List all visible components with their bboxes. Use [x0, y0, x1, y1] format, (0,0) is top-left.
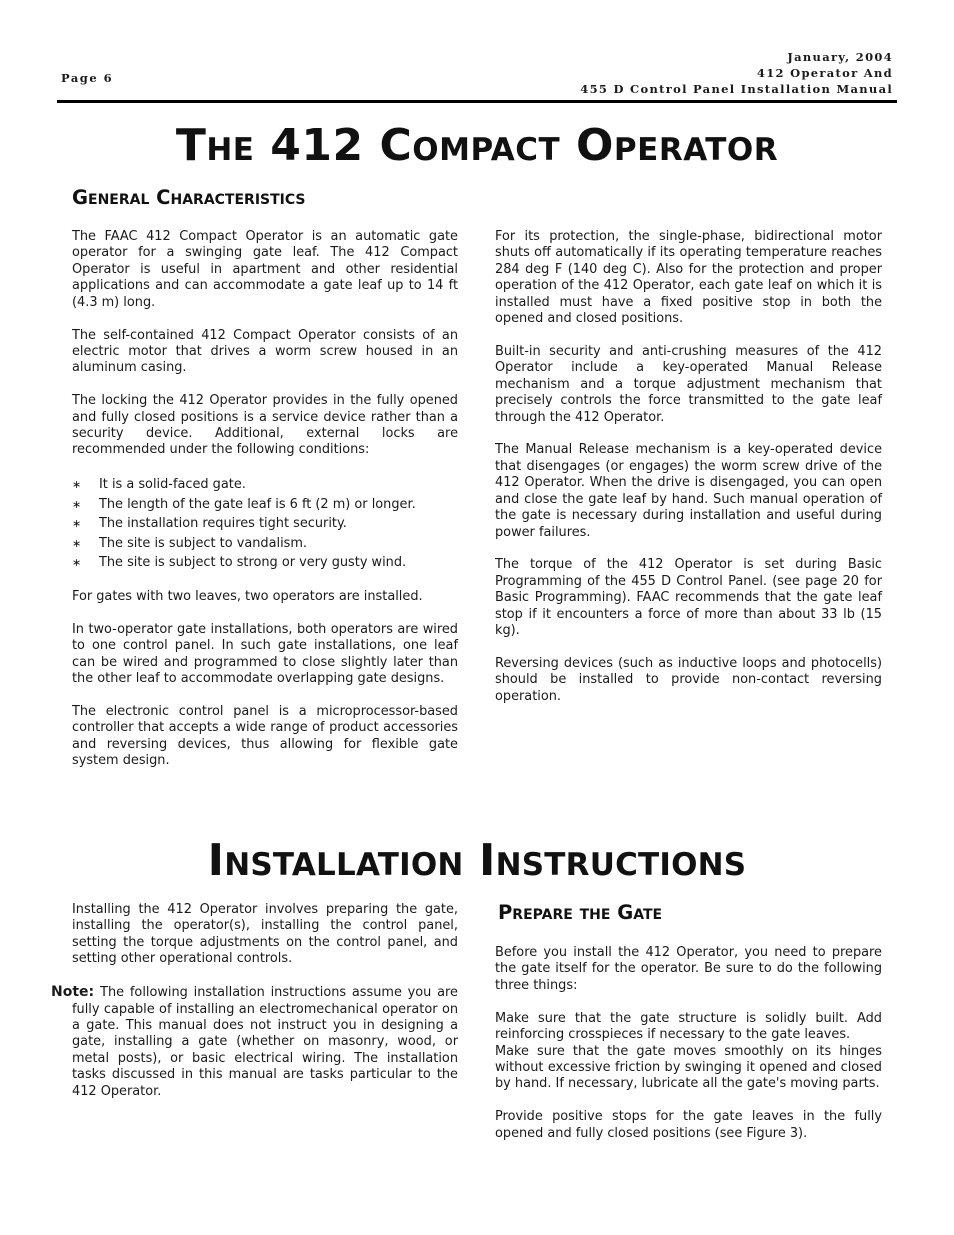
asterisk-bullet-icon: ∗	[72, 517, 82, 531]
header-rule	[57, 100, 897, 103]
paragraph: For gates with two leaves, two operators are installed.	[72, 588, 423, 604]
paragraph: Built-in security and anti-crushing measures of the 412 Operator include a key-operated Manual Release mechanism and a torque adjustment mechanism that precisely controls the force transmitted to the gate leaf through the 412 Operator.	[495, 343, 882, 425]
asterisk-bullet-icon: ∗	[72, 497, 82, 511]
paragraph: For its protection, the single-phase, bidirectional motor shuts off automatically if its operating temperature reaches 284 deg F (140 deg C). Also for the protection and proper operation of the 412 Operator, each gate leaf on which it is installed must have a fixed positive stop in both the opened and closed positions.	[495, 229, 882, 327]
installation-title: Installation Instructions	[207, 835, 747, 886]
list-item: ∗ The site is subject to strong or very gusty wind.	[72, 553, 458, 572]
paragraph: The torque of the 412 Operator is set during Basic Programming of the 455 D Control Panel. (see page 20 for Basic Programming). FAAC recommends that the gate leaf stop if it encounters a force of more than about 33 lb (15 kg).	[495, 557, 882, 639]
list-item: ∗ It is a solid-faced gate.	[72, 475, 458, 494]
paragraph: Provide positive stops for the gate leaves in the fully opened and fully closed positions (see Figure 3).	[495, 1109, 882, 1141]
general-left-column	[72, 229, 458, 786]
page-number: Page 6	[61, 71, 114, 85]
conditions-list	[72, 475, 458, 572]
page-title: The 412 Compact Operator	[175, 120, 779, 171]
header-manual-line1: 412 Operator And	[756, 66, 893, 80]
general-right-column	[495, 229, 882, 722]
asterisk-bullet-icon: ∗	[72, 478, 82, 492]
note-block	[51, 984, 458, 1100]
running-header	[580, 49, 893, 97]
paragraph: The locking the 412 Operator provides in the fully opened and fully closed positions is a service device rather than a security device. Additional, external locks are recommended under the following conditions:	[72, 393, 458, 458]
paragraph: Installing the 412 Operator involves preparing the gate, installing the operator(s), installing the control panel, setting the torque adjustments on the control panel, and setting other operational controls.	[72, 902, 458, 967]
paragraph: The electronic control panel is a microprocessor-based controller that accepts a wide range of product accessories and reversing devices, thus allowing for flexible gate system design.	[72, 703, 458, 769]
note-text: The following installation instructions assume you are fully capable of installing an electromechanical operator on a gate. This manual does not instruct you in designing a gate, installing a gate (whether on masonry, wood, or metal posts), or basic electrical wiring. The installation tasks discussed in this manual are tasks particular to the 412 Operator.	[72, 985, 458, 1099]
paragraph: The Manual Release mechanism is a key-operated device that disengages (or engages) the worm screw drive of the 412 Operator. When the drive is disengaged, you can open and close the gate leaf by hand. Such manual operation of the gate is necessary during installation and useful during power failures.	[495, 442, 882, 540]
note-label: Note:	[51, 984, 95, 1001]
paragraph: Before you install the 412 Operator, you need to prepare the gate itself for the operator. Be sure to do the following three things:	[495, 945, 882, 993]
paragraph: Make sure that the gate structure is solidly built. Add reinforcing crosspieces if necessary to the gate leaves.	[495, 1010, 882, 1043]
paragraph: Make sure that the gate moves smoothly on its hinges without excessive friction by swinging it opened and closed by hand. If necessary, lubricate all the gate's moving parts.	[495, 1043, 882, 1092]
section-heading-general: General Characteristics	[72, 186, 306, 209]
paragraph: Reversing devices (such as inductive loops and photocells) should be installed to provide non-contact reversing operation.	[495, 655, 882, 704]
paragraph: The self-contained 412 Compact Operator consists of an electric motor that drives a worm screw housed in an aluminum casing.	[72, 327, 458, 376]
asterisk-bullet-icon: ∗	[72, 536, 82, 550]
prepare-right-column	[495, 945, 882, 1159]
paragraph: In two-operator gate installations, both operators are wired to one control panel. In such gate installations, one leaf can be wired and programmed to close slightly later than the other leaf to accommodate overlapping gate designs.	[72, 621, 458, 687]
header-manual-line2: 455 D Control Panel Installation Manual	[580, 82, 893, 96]
paragraph: The FAAC 412 Compact Operator is an automatic gate operator for a swinging gate leaf. The 412 Compact Operator is useful in apartment and other residential applications and can accommodate a gate leaf up to 14 ft (4.3 m) long.	[72, 229, 458, 310]
list-item: ∗ The site is subject to vandalism.	[72, 534, 458, 553]
list-item: ∗ The installation requires tight security.	[72, 514, 458, 533]
section-heading-prepare: Prepare the Gate	[498, 901, 663, 924]
header-date: January, 2004	[787, 50, 893, 64]
list-item: ∗ The length of the gate leaf is 6 ft (2 m) or longer.	[72, 495, 458, 514]
installation-left-column	[51, 902, 458, 1116]
asterisk-bullet-icon: ∗	[72, 556, 82, 569]
